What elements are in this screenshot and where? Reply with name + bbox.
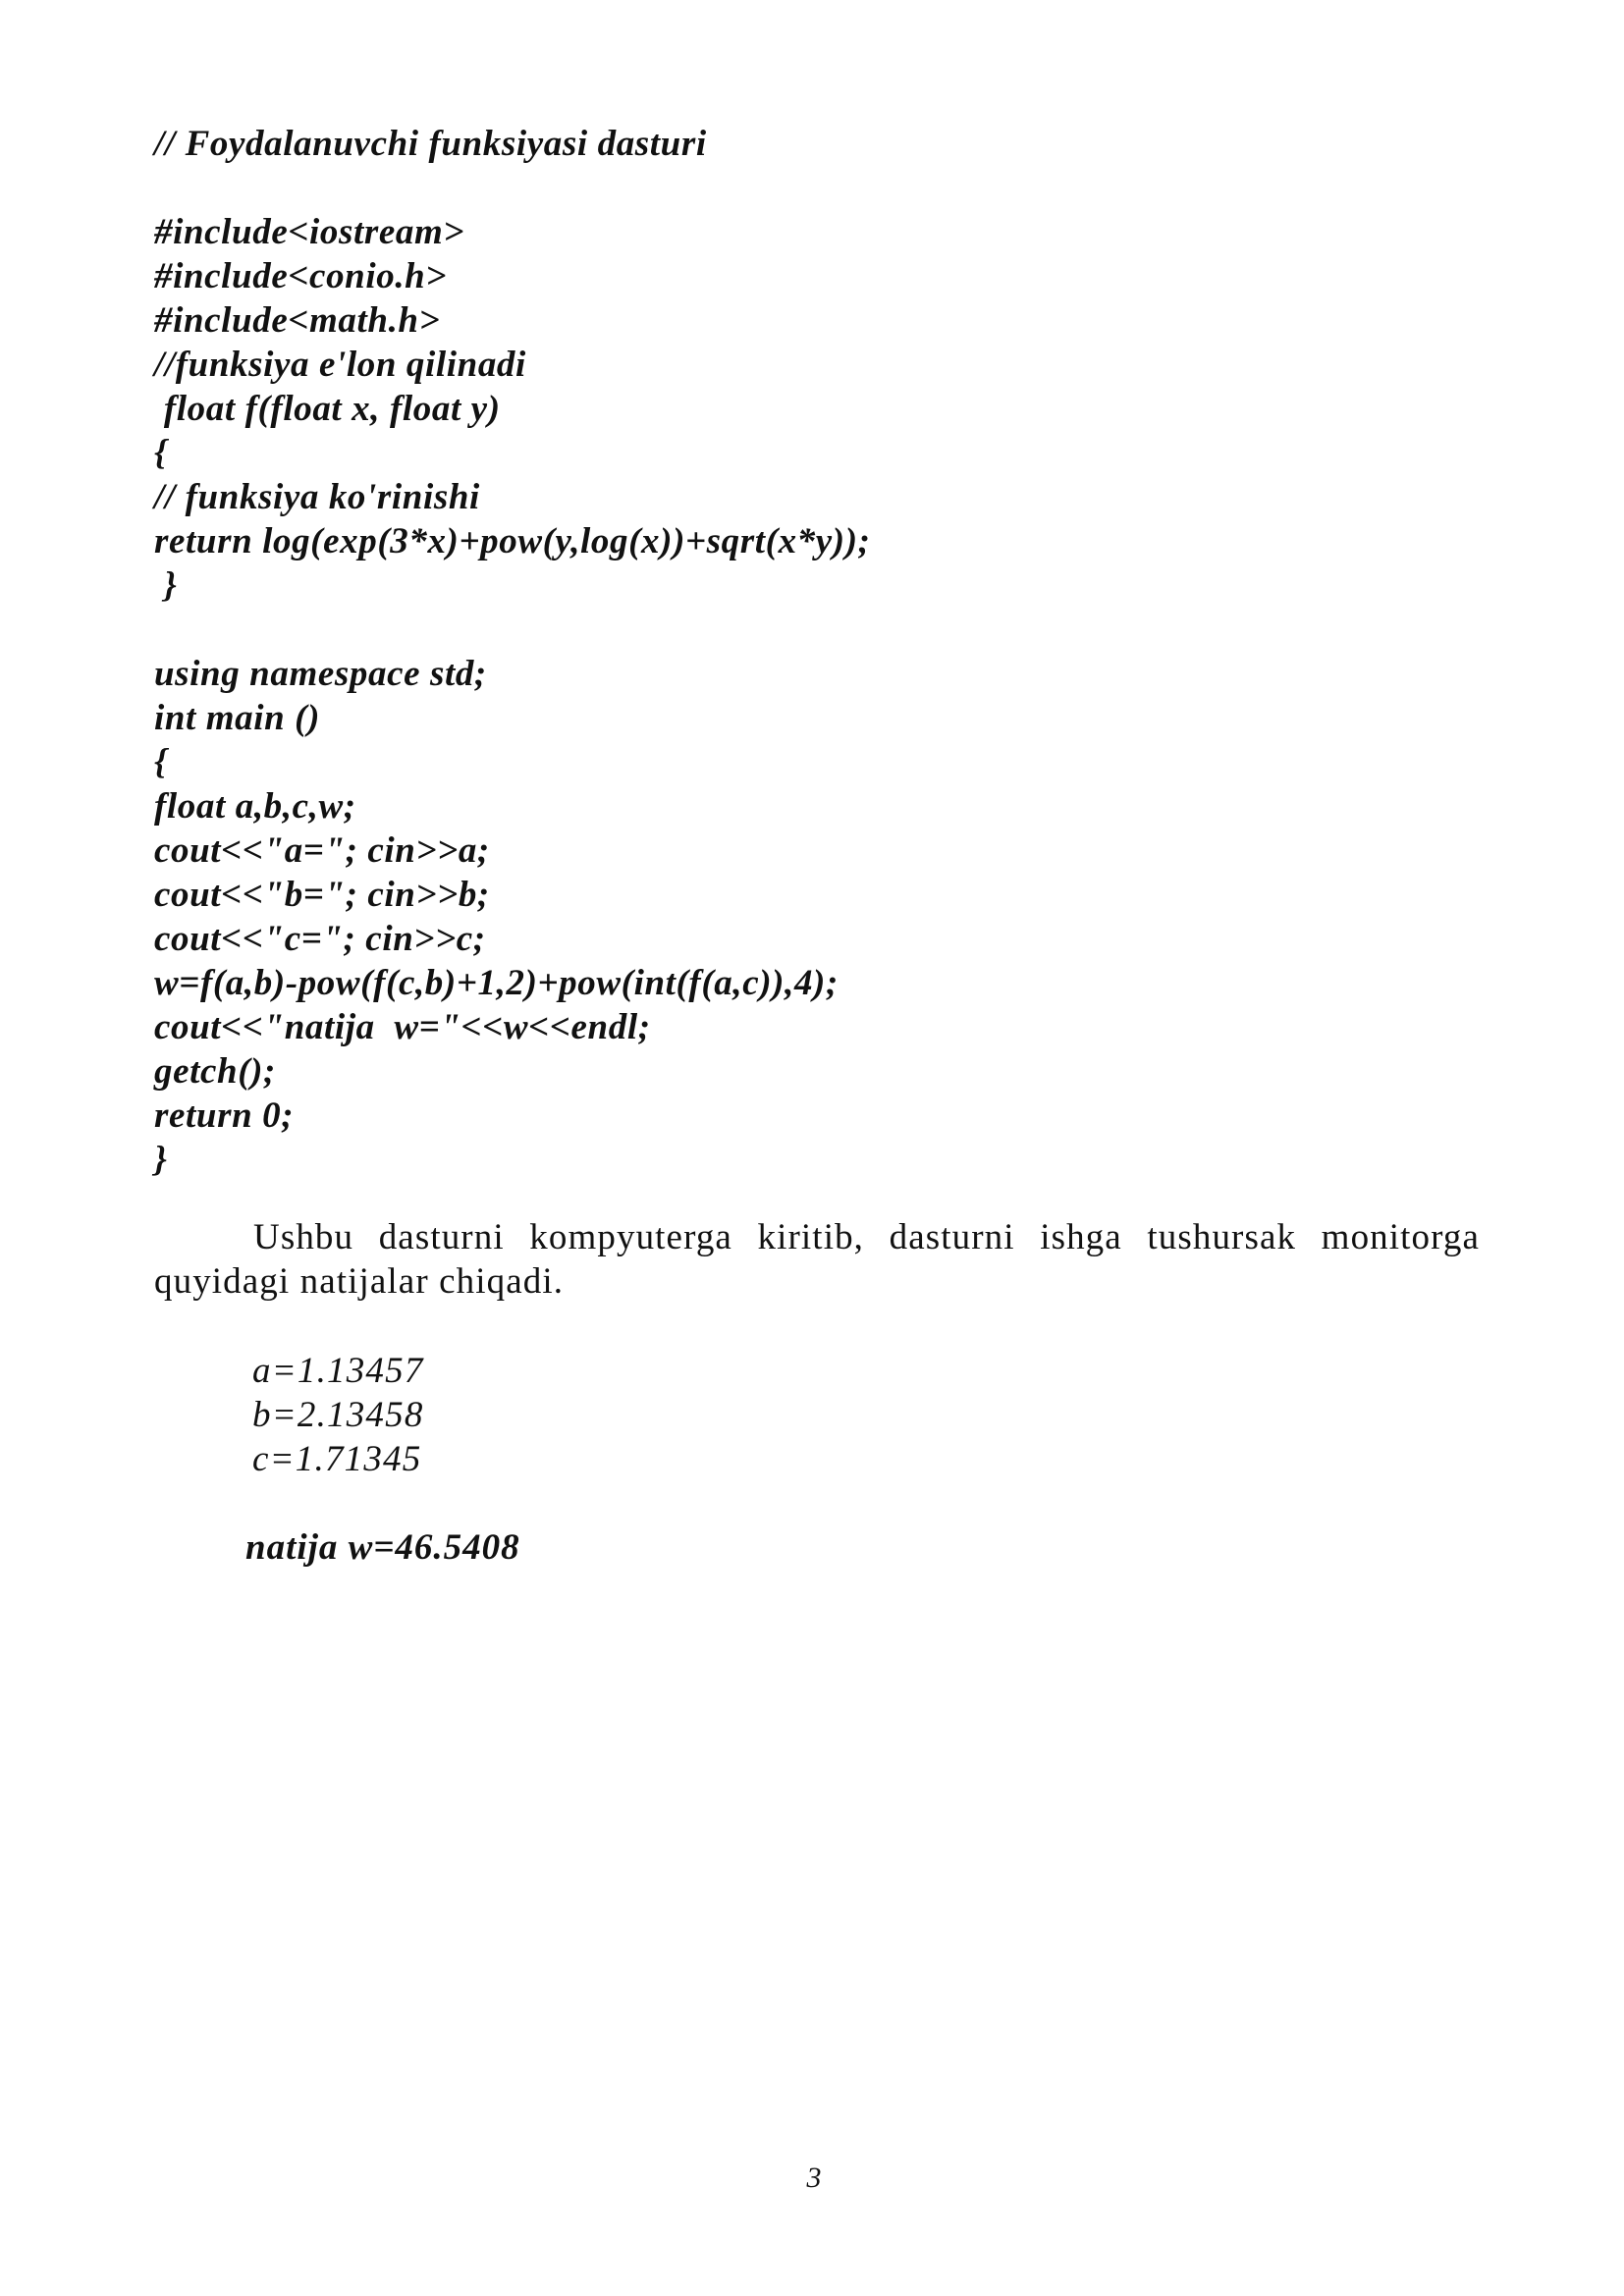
- function-comment-line: // funksiya ko'rinishi: [154, 477, 480, 517]
- function-open-brace: {: [154, 433, 168, 473]
- include-conio-line: #include<conio.h>: [154, 256, 448, 296]
- function-declaration-comment: //funksiya e'lon qilinadi: [154, 345, 526, 385]
- output-line: cout<<"natija w="<<w<<endl;: [154, 1007, 651, 1047]
- include-math-line: #include<math.h>: [154, 300, 441, 341]
- input-b-line: cout<<"b="; cin>>b;: [154, 875, 490, 915]
- namespace-line: using namespace std;: [154, 654, 487, 694]
- input-a-line: cout<<"a="; cin>>a;: [154, 830, 490, 871]
- input-c-line: cout<<"c="; cin>>c;: [154, 919, 486, 959]
- result-b-value: b=2.13458: [252, 1395, 424, 1435]
- float-variables-line: float a,b,c,w;: [154, 786, 356, 827]
- explanation-paragraph: Ushbu dasturni kompyuterga kiritib, dasturni ishga tushursak monitorga quyidagi natijalar chiqadi.: [154, 1217, 1480, 1302]
- function-close-brace: }: [154, 565, 178, 606]
- code-comment-title: // Foydalanuvchi funksiyasi dasturi: [154, 124, 707, 164]
- main-close-brace: }: [154, 1140, 168, 1180]
- getch-line: getch();: [154, 1051, 276, 1092]
- result-c-value: c=1.71345: [252, 1439, 422, 1479]
- main-declaration-line: int main (): [154, 698, 321, 738]
- page-number: 3: [806, 2162, 822, 2194]
- return-zero-line: return 0;: [154, 1095, 295, 1136]
- function-return-line: return log(exp(3*x)+pow(y,log(x))+sqrt(x*y));: [154, 521, 871, 561]
- include-iostream-line: #include<iostream>: [154, 212, 465, 252]
- final-result: natija w=46.5408: [245, 1527, 520, 1568]
- main-open-brace: {: [154, 742, 168, 782]
- calculation-line: w=f(a,b)-pow(f(c,b)+1,2)+pow(int(f(a,c)),4);: [154, 963, 839, 1003]
- function-signature-line: float f(float x, float y): [154, 389, 501, 429]
- result-a-value: a=1.13457: [252, 1351, 424, 1391]
